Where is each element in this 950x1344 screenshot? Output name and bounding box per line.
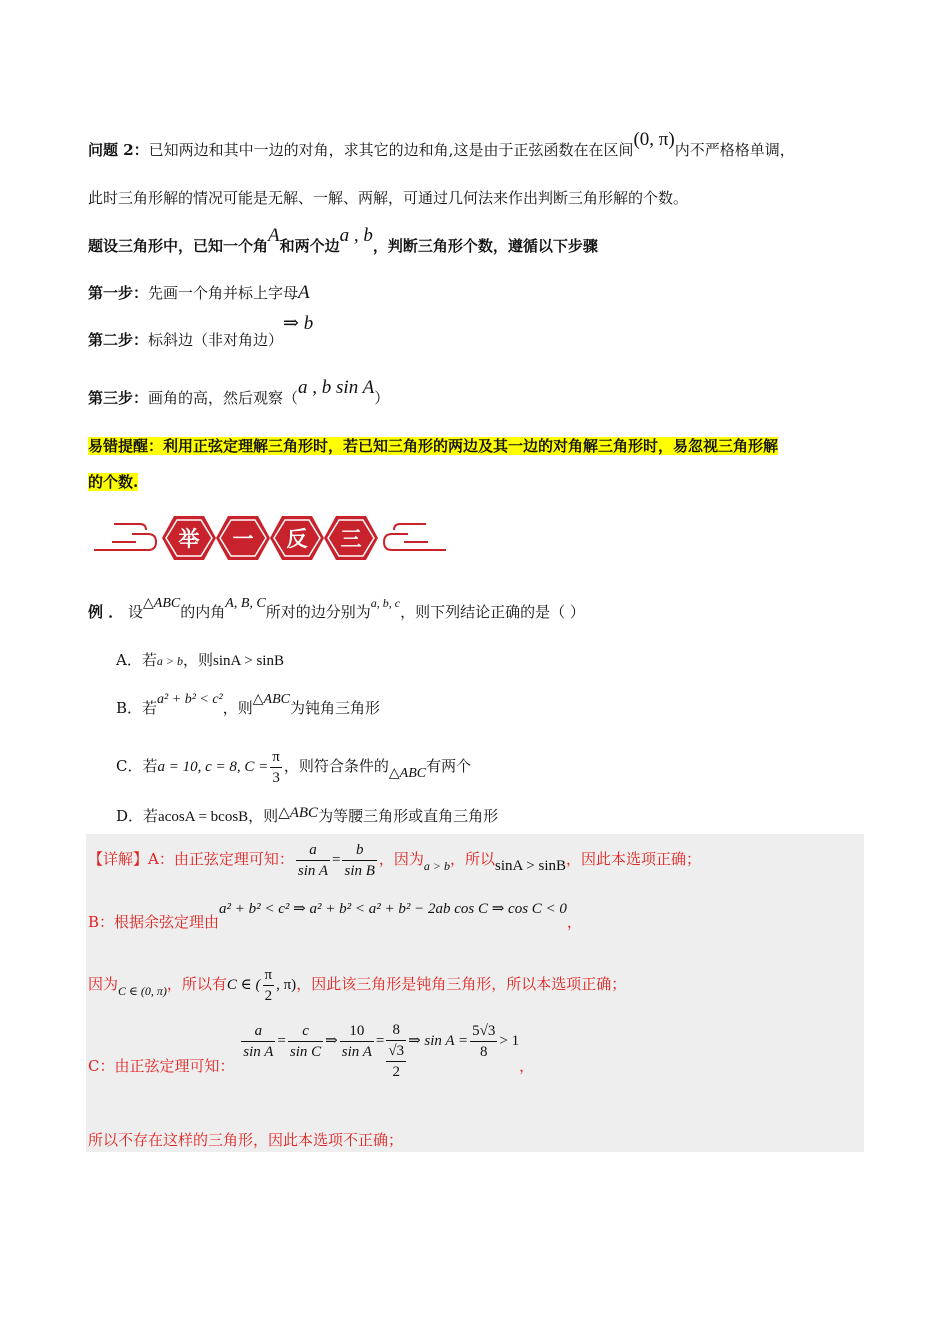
option-a-res: sinA > sinB [212,653,284,669]
example-tri: △ABC [143,596,181,611]
example-sides: a, b, c [370,596,401,610]
problem2-line1 [88,129,795,160]
solution-b2-frac-num: π [263,965,275,986]
option-c-tri: △ABC [388,766,427,781]
option-d-cond: acosA = bcosB [158,809,249,825]
solution-a-res: sinA > sinB [495,858,567,874]
warning-line1 [88,436,778,456]
banner-char-4: 三 [340,527,362,551]
problem2-text2: 内不严格格单调， [674,141,795,159]
setup-t3: ，判断三角形个数，遵循以下步骤 [372,237,598,255]
option-c-t2: ，则符合条件的 [283,757,389,775]
step-1 [88,283,310,303]
option-b-t1: 若 [142,699,158,717]
solution-b2-t1: 因为 [88,975,119,993]
option-a-t1: 若 [141,651,157,669]
step-2-math: ⇒ b [283,313,314,334]
solution-b2 [88,964,626,1006]
solution-c-frac4 [386,1020,406,1082]
step-2-text: 标斜边（非对角边） [148,331,284,349]
option-d-label: D． [116,807,144,825]
solution-c-eq2: = [375,1033,385,1049]
solution-b2-t2: ，所以有 [166,975,227,993]
solution-c-frac2 [288,1021,323,1062]
banner-char-3: 反 [286,527,308,551]
option-c-t1: 若 [142,757,158,775]
setup-line [88,225,598,256]
option-b-label: B． [116,699,143,717]
solution-c-frac1-den: sin A [243,1043,274,1060]
step-3-text: 画角的高，然后观察（ [148,389,299,407]
setup-t2: 和两个边 [279,237,340,255]
option-b-tri: △ABC [252,692,290,707]
option-d-tri: △ABC [278,805,319,821]
option-c-label: C． [116,757,143,775]
step-3 [88,377,390,408]
option-c-cond: a = 10, c = 8, C = [157,759,269,775]
warning-text2: 的个数. [88,473,139,491]
solution-a-frac1 [296,840,330,881]
step-1-math: A [298,282,310,303]
solution-c-frac4-den-den: 2 [392,1064,400,1080]
solution-a-frac1-num: a [296,840,330,861]
setup-sides: a , b [339,225,373,246]
option-d-t3: 为等腰三角形或直角三角形 [318,807,499,825]
solution-c-frac5 [470,1021,497,1062]
solution-c-frac1 [241,1021,275,1062]
banner-char-2: 一 [232,527,254,551]
banner-left-ornament [94,524,156,550]
warning-text1: 易错提醒：利用正弦定理解三角形时，若已知三角形的两边及其一边的对角解三角形时，易忽视三角形解 [88,437,779,455]
option-b-t2: ，则 [222,699,253,717]
solution-c-frac3 [340,1021,374,1062]
solution-c-frac4-num: 8 [386,1020,406,1041]
solution-c-t2: ， [519,1057,535,1075]
solution-c-math [239,1020,519,1082]
option-b [116,692,380,720]
solution-a-frac2-den: sin B [344,862,375,879]
solution-c-frac4-den-num: √3 [386,1041,406,1062]
solution-tag: 【详解】 [88,850,149,868]
option-c [116,746,471,788]
option-c-t3: 有两个 [426,757,472,775]
banner-char-1: 举 [178,527,200,551]
option-d [116,806,498,827]
option-b-t3: 为钝角三角形 [289,699,380,717]
solution-c-frac5-num: 5√3 [470,1021,497,1042]
problem2-line2: 此时三角形解的情况可能是无解、一解、两解，可通过几何法来作出判断三角形解的个数。 [88,189,689,207]
solution-c-arrow: ⇒ [325,1033,338,1049]
option-a-label: A． [116,651,142,669]
solution-c-res1: ⇒ sin A = [408,1033,469,1049]
option-a-t2: ，则 [182,651,213,669]
warning-line2 [88,472,138,492]
option-c-frac [270,747,282,788]
solution-c-frac3-num: 10 [340,1021,374,1042]
solution-b2-frac-den: 2 [264,987,273,1004]
example-t3: 所对的边分别为 [265,603,371,621]
solution-c [88,1020,534,1082]
option-a-cond: a > b [156,654,183,668]
problem2-label: 问题 2： [88,141,149,159]
problem2-text1: 已知两边和其中一边的对角，求其它的边和角,这是由于正弦函数在在区间 [148,141,634,159]
solution-a-cond: a > b [423,859,451,873]
option-d-t2: ，则 [248,807,279,825]
solution-c-frac1-num: a [241,1021,275,1042]
solution-c-t1: C：由正弦定理可知： [88,1057,235,1075]
example-line [88,596,585,624]
solution-a-frac2 [342,840,376,881]
solution-c-eq1: = [277,1033,286,1049]
solution-c2: 所以不存在这样的三角形，因此本选项不正确； [88,1131,404,1149]
step-3-tail: ） [374,389,390,407]
solution-c-res2: > 1 [499,1033,520,1049]
option-c-frac-den: 3 [272,769,280,786]
solution-c-frac3-den: sin A [341,1043,372,1060]
example-t4: ，则下列结论正确的是（ ） [400,603,585,621]
solution-b2-m2: , π) [276,977,297,993]
solution-b2-t3: ，因此该三角形是钝角三角形，所以本选项正确； [296,975,627,993]
setup-angle: A [268,225,280,246]
banner-right-ornament [384,524,446,550]
solution-a-eq: = [332,852,341,868]
example-angles: A, B, C [225,596,266,611]
solution-c-frac2-num: c [288,1021,323,1042]
solution-b-math: a² + b² < c² ⇒ a² + b² < a² + b² − 2ab cos C ⇒ cos C < 0 [219,901,567,917]
step-1-label: 第一步： [88,284,149,302]
solution-a-t4: ，因此本选项正确； [566,850,702,868]
solution-a-frac1-den: sin A [297,862,329,879]
step-3-label: 第三步： [88,389,149,407]
solution-a [88,838,701,881]
example-label: 例 ． [88,603,124,621]
solution-a-frac2-num: b [342,840,376,861]
option-c-frac-num: π [270,747,282,768]
solution-c-frac2-den: sin C [289,1043,322,1060]
step-2-label: 第二步： [88,331,149,349]
option-d-t1: 若 [143,807,159,825]
example-t2: 的内角 [180,603,226,621]
banner-jyfs [92,510,448,570]
setup-t1: 题设三角形中，已知一个角 [88,237,269,255]
solution-b-t2: ， [566,913,582,931]
solution-c-frac5-den: 8 [480,1043,488,1060]
option-b-cond: a² + b² < c² [157,692,223,707]
solution-b2-cond: C ∈ (0, π) [118,984,167,998]
option-a [116,650,284,671]
problem2-interval: (0, π) [633,129,675,150]
step-2 [88,313,314,350]
solution-a-t3: ，所以 [450,850,496,868]
solution-a-t2: ，因为 [378,850,424,868]
solution-b [88,901,582,933]
example-t1: 设 [128,603,144,621]
solution-a-t1: A：由正弦定理可知： [148,850,294,868]
step-3-math: a , b sin A [298,377,375,398]
solution-b2-frac [263,965,275,1006]
solution-b-t1: B：根据余弦定理由 [88,913,220,931]
step-1-text: 先画一个角并标上字母 [148,284,299,302]
solution-b2-m1: C ∈ ( [226,977,261,993]
